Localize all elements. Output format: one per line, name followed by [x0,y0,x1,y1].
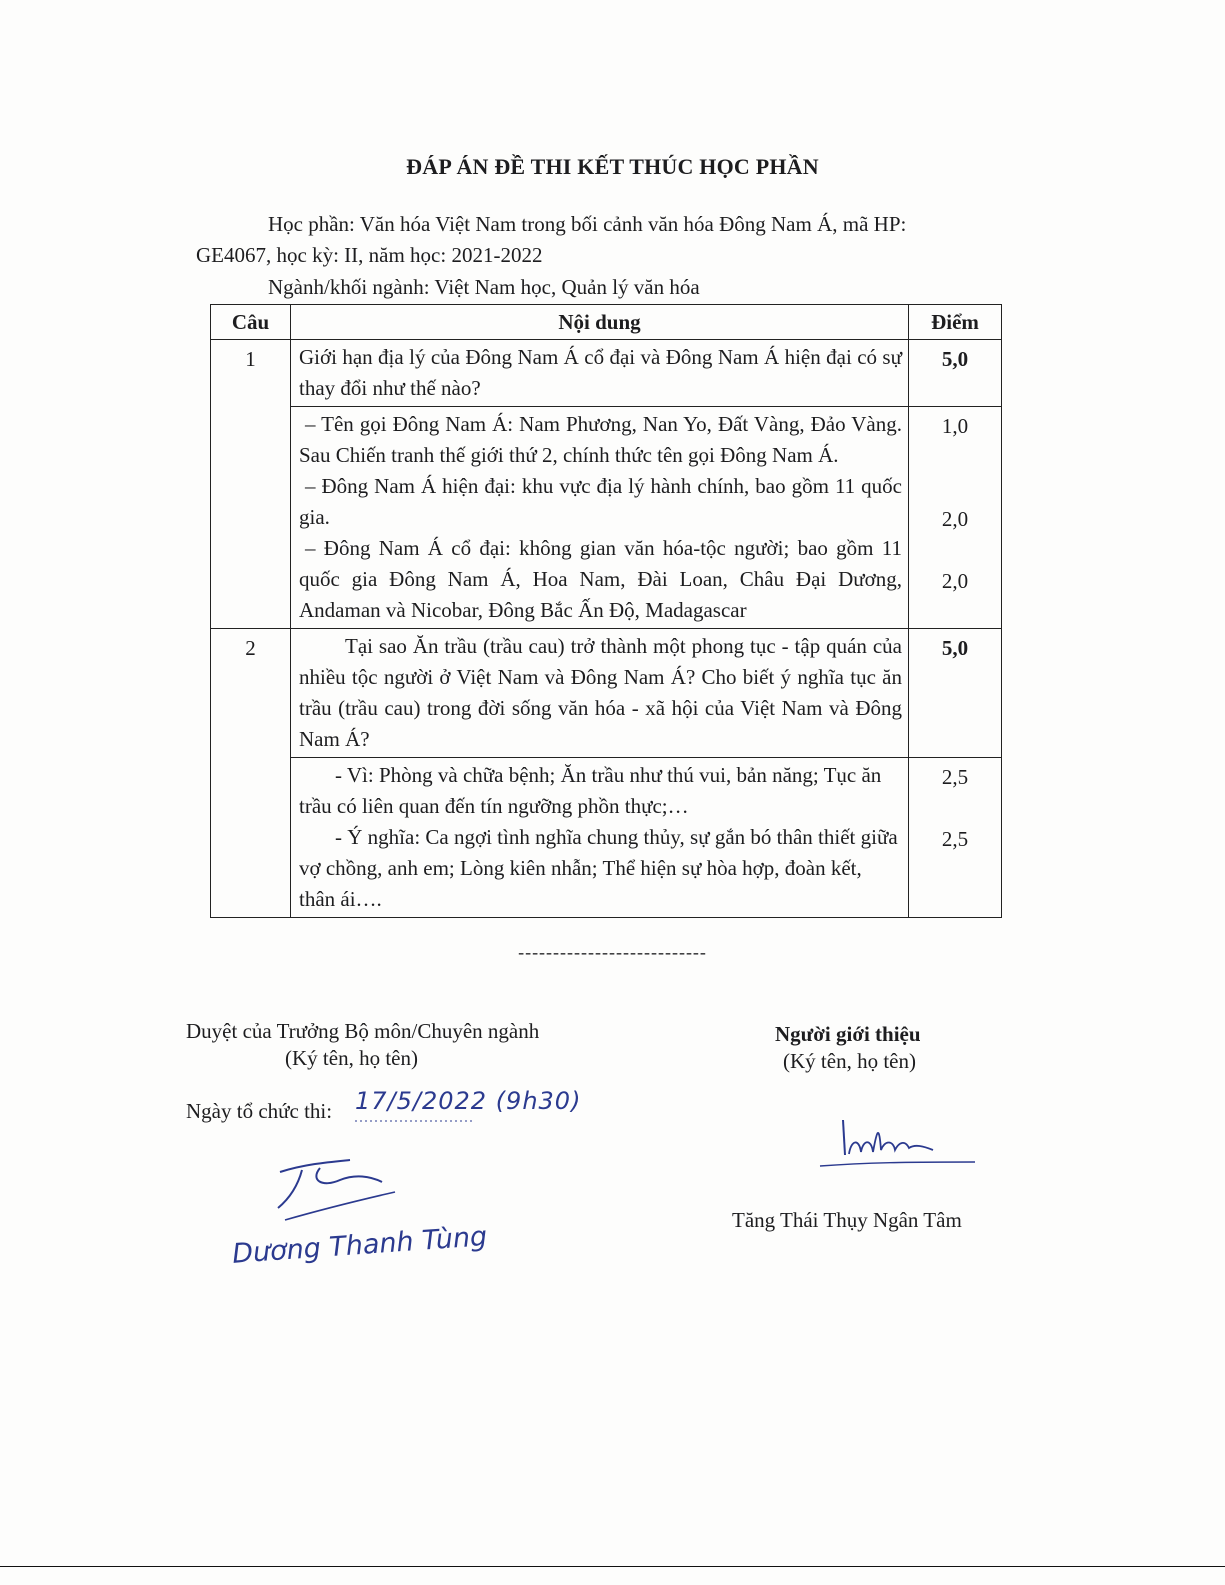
question-number-cell [211,407,291,629]
document-title: ĐÁP ÁN ĐỀ THI KẾT THÚC HỌC PHẦN [406,154,819,179]
introducer-note: (Ký tên, họ tên) [783,1049,916,1073]
introducer-signature [815,1110,985,1170]
approver-handwritten-name: Dương Thanh Tùng [231,1221,489,1270]
separator-line: --------------------------- [518,942,707,962]
major-line: Ngành/khối ngành: Việt Nam học, Quản lý văn hóa [268,275,700,299]
header-diem: Điểm [909,305,1002,340]
item-score: 2,0 [941,507,969,531]
table-row [211,629,1002,758]
item-score: 2,5 [941,827,969,851]
header-noi-dung: Nội dung [291,305,909,340]
question-number-cell [211,758,291,918]
answer-details [291,758,909,918]
page-bottom-edge [0,1566,1225,1567]
exam-date-handwritten: 17/5/2022 (9h30) [355,1087,582,1115]
date-underline [355,1118,475,1124]
answer-scores [909,407,1002,629]
table-header-row [211,305,1002,340]
item-score: 1,0 [941,414,969,438]
item-score: 2,0 [941,569,969,593]
answer-item: – Tên gọi Đông Nam Á: Nam Phương, Nan Yo, Đất Vàng, Đảo Vàng. Sau Chiến tranh thế giới thứ 2, chính thức tên gọi Đông Nam Á. [299,412,902,467]
exam-date-label: Ngày tổ chức thi: [186,1099,333,1123]
answer-details [291,407,909,629]
course-line-1: Học phần: Văn hóa Việt Nam trong bối cảnh văn hóa Đông Nam Á, mã HP: [268,212,907,236]
header-cau: Câu [211,305,291,340]
answer-item: – Đông Nam Á hiện đại: khu vực địa lý hành chính, bao gồm 11 quốc gia. [299,474,902,529]
table-row [211,340,1002,407]
question-number: 1 [211,340,291,407]
question-text: Giới hạn địa lý của Đông Nam Á cổ đại và Đông Nam Á hiện đại có sự thay đổi như thế nào? [291,340,909,407]
table-row [211,758,1002,918]
question-score: 5,0 [909,340,1002,407]
answer-item: - Vì: Phòng và chữa bệnh; Ăn trầu như thú vui, bản năng; Tục ăn trầu có liên quan đến tín ngưỡng phồn thực;… [299,763,882,818]
introducer-title: Người giới thiệu [775,1022,921,1046]
answer-item: – Đông Nam Á cổ đại: không gian văn hóa-tộc người; bao gồm 11 quốc gia Đông Nam Á, Hoa Nam, Đài Loan, Châu Đại Dương, Andaman và Nicobar, Đông Bắc Ấn Độ, Madagascar [299,536,902,622]
question-text: Tại sao Ăn trầu (trầu cau) trở thành một phong tục - tập quán của nhiều tộc người ở Việt Nam và Đông Nam Á? Cho biết ý nghĩa tục ăn trầu (trầu cau) trong đời sống văn hóa - xã hội của Việt Nam và Đông Nam Á? [291,629,909,758]
course-line-2: GE4067, học kỳ: II, năm học: 2021-2022 [196,243,543,267]
item-score: 2,5 [941,765,969,789]
answer-scores [909,758,1002,918]
question-score: 5,0 [909,629,1002,758]
approver-signature [260,1150,400,1230]
approval-note: (Ký tên, họ tên) [285,1046,418,1070]
answer-item: - Ý nghĩa: Ca ngợi tình nghĩa chung thủy, sự gắn bó thân thiết giữa vợ chồng, anh em; Lòng kiên nhẫn; Thể hiện sự hòa hợp, đoàn kết, thân ái…. [299,825,898,911]
approval-title: Duyệt của Trưởng Bộ môn/Chuyên ngành [186,1019,540,1043]
table-row [211,407,1002,629]
answer-table [210,304,1002,918]
question-number: 2 [211,629,291,758]
introducer-name: Tăng Thái Thụy Ngân Tâm [732,1208,962,1232]
